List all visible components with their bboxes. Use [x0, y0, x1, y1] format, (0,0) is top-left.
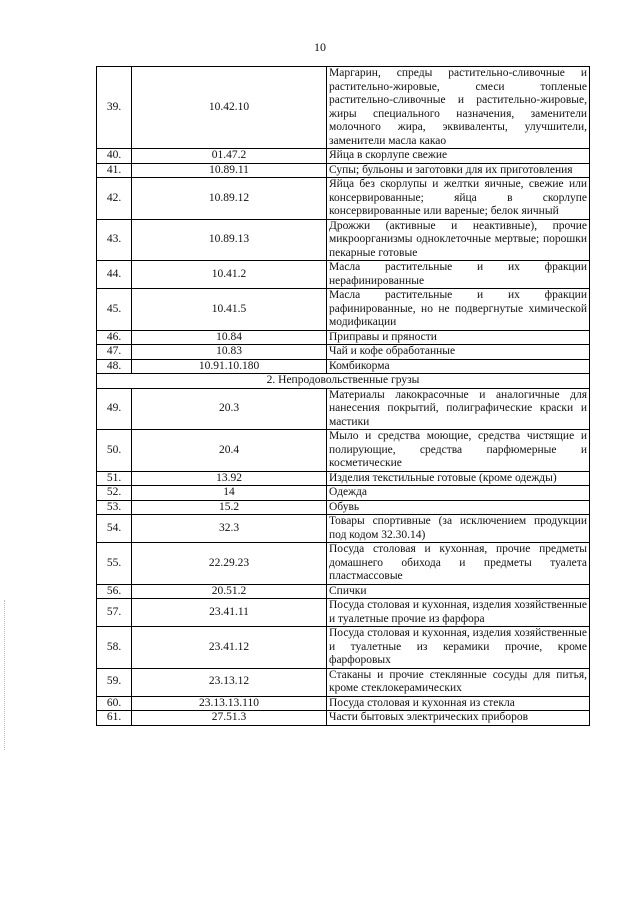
row-number: 45. [97, 289, 132, 331]
goods-description: Посуда столовая и кухонная, изделия хозяйственные и туалетные прочие из фарфора [327, 599, 590, 627]
okpd-code: 32.3 [132, 515, 327, 543]
okpd-code: 10.89.12 [132, 178, 327, 220]
table-row [97, 261, 590, 289]
table-row [97, 345, 590, 360]
table-row [97, 359, 590, 374]
okpd-code: 20.3 [132, 388, 327, 430]
goods-description: Приправы и пряности [327, 330, 590, 345]
goods-description: Масла растительные и их фракции рафинированные, но не подвергнутые химической модификации [327, 289, 590, 331]
okpd-code: 20.4 [132, 430, 327, 472]
goods-description: Посуда столовая и кухонная из стекла [327, 696, 590, 711]
okpd-code: 10.42.10 [132, 67, 327, 149]
row-number: 47. [97, 345, 132, 360]
goods-description: Мыло и средства моющие, средства чистящие и полирующие, средства парфюмерные и косметические [327, 430, 590, 472]
table-row [97, 178, 590, 220]
table-row [97, 515, 590, 543]
row-number: 58. [97, 627, 132, 669]
table-row [97, 599, 590, 627]
section-header-row [97, 374, 590, 389]
goods-description: Супы; бульоны и заготовки для их приготовления [327, 163, 590, 178]
table-row [97, 486, 590, 501]
okpd-code: 10.41.5 [132, 289, 327, 331]
goods-description: Товары спортивные (за исключением продукции под кодом 32.30.14) [327, 515, 590, 543]
row-number: 53. [97, 500, 132, 515]
goods-description: Яйца в скорлупе свежие [327, 149, 590, 164]
table-row [97, 430, 590, 472]
okpd-code: 23.13.13.110 [132, 696, 327, 711]
row-number: 55. [97, 543, 132, 585]
goods-description: Посуда столовая и кухонная, изделия хозяйственные и туалетные из керамики прочие, кроме фарфоровых [327, 627, 590, 669]
goods-description: Одежда [327, 486, 590, 501]
table-row [97, 696, 590, 711]
goods-description: Материалы лакокрасочные и аналогичные для нанесения покрытий, полиграфические краски и мастики [327, 388, 590, 430]
okpd-code: 23.13.12 [132, 668, 327, 696]
goods-table [96, 66, 590, 726]
goods-description: Посуда столовая и кухонная, прочие предметы домашнего обихода и предметы туалета пластмассовые [327, 543, 590, 585]
row-number: 42. [97, 178, 132, 220]
row-number: 54. [97, 515, 132, 543]
okpd-code: 10.89.11 [132, 163, 327, 178]
row-number: 49. [97, 388, 132, 430]
row-number: 39. [97, 67, 132, 149]
goods-description: Изделия текстильные готовые (кроме одежды) [327, 471, 590, 486]
okpd-code: 14 [132, 486, 327, 501]
okpd-code: 20.51.2 [132, 584, 327, 599]
okpd-code: 23.41.12 [132, 627, 327, 669]
okpd-code: 23.41.11 [132, 599, 327, 627]
okpd-code: 10.41.2 [132, 261, 327, 289]
table-row [97, 330, 590, 345]
table-row [97, 627, 590, 669]
row-number: 52. [97, 486, 132, 501]
section-title: 2. Непродовольственные грузы [97, 374, 590, 389]
row-number: 57. [97, 599, 132, 627]
table-row [97, 668, 590, 696]
goods-description: Спички [327, 584, 590, 599]
goods-description: Части бытовых электрических приборов [327, 711, 590, 726]
goods-table-body [97, 67, 590, 726]
row-number: 44. [97, 261, 132, 289]
okpd-code: 13.92 [132, 471, 327, 486]
table-row [97, 219, 590, 261]
row-number: 51. [97, 471, 132, 486]
goods-description: Чай и кофе обработанные [327, 345, 590, 360]
goods-description: Комбикорма [327, 359, 590, 374]
table-row [97, 289, 590, 331]
goods-description: Дрожжи (активные и неактивные), прочие микроорганизмы одноклеточные мертвые; порошки пекарные готовые [327, 219, 590, 261]
table-row [97, 584, 590, 599]
row-number: 46. [97, 330, 132, 345]
okpd-code: 22.29.23 [132, 543, 327, 585]
table-row [97, 67, 590, 149]
row-number: 41. [97, 163, 132, 178]
row-number: 61. [97, 711, 132, 726]
goods-description: Стаканы и прочие стеклянные сосуды для питья, кроме стеклокерамических [327, 668, 590, 696]
margin-mark [4, 600, 6, 750]
table-row [97, 149, 590, 164]
okpd-code: 15.2 [132, 500, 327, 515]
goods-description: Обувь [327, 500, 590, 515]
goods-description: Яйца без скорлупы и желтки яичные, свежие или консервированные; яйца в скорлупе консервированные или вареные; белок яичный [327, 178, 590, 220]
table-row [97, 471, 590, 486]
okpd-code: 10.91.10.180 [132, 359, 327, 374]
row-number: 43. [97, 219, 132, 261]
row-number: 59. [97, 668, 132, 696]
table-row [97, 163, 590, 178]
row-number: 60. [97, 696, 132, 711]
table-row [97, 711, 590, 726]
okpd-code: 10.89.13 [132, 219, 327, 261]
row-number: 48. [97, 359, 132, 374]
row-number: 50. [97, 430, 132, 472]
okpd-code: 01.47.2 [132, 149, 327, 164]
table-row [97, 543, 590, 585]
row-number: 40. [97, 149, 132, 164]
table-row [97, 388, 590, 430]
goods-description: Масла растительные и их фракции нерафинированные [327, 261, 590, 289]
okpd-code: 10.84 [132, 330, 327, 345]
row-number: 56. [97, 584, 132, 599]
okpd-code: 27.51.3 [132, 711, 327, 726]
okpd-code: 10.83 [132, 345, 327, 360]
page-number: 10 [314, 40, 326, 54]
goods-description: Маргарин, спреды растительно-сливочные и растительно-жировые, смеси топленые растительно-сливочные и растительно-жировые, жиры специального назначения, заменители молочного жира, эквиваленты, улучшители, заменители масла какао [327, 67, 590, 149]
table-row [97, 500, 590, 515]
